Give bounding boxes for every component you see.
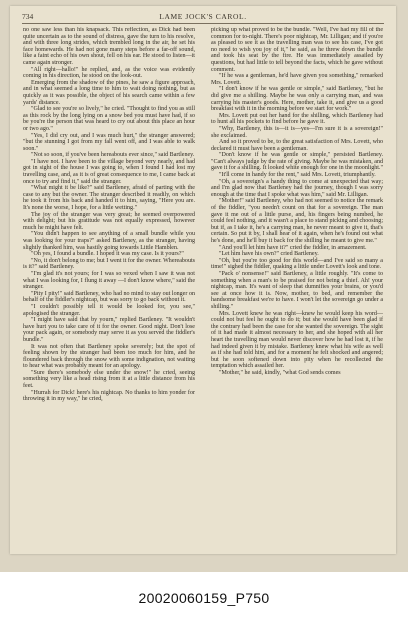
paragraph: "Pity I pity!" said Bartleney, who had no mind to stay out longer on behalf of the fiddler's nightcap, but was sorry to go back without it. — [23, 290, 195, 304]
page-number: 734 — [22, 12, 34, 21]
paragraph: It was not often that Bartleney spoke severely; but the spot of feeling shown by the stranger had been too much for him, and he floundered back through the snow with some indignation, not waiting to hear what was probably meant for an apology. — [23, 343, 195, 370]
header-rule — [22, 23, 384, 24]
paragraph: "I have not. I have been to the village beyond very nearly, and had got in sight of the house I was going to, when I found I had lost my travelling case, and, as it is of great consequence to me, I came back at once to try and find it," said the stranger. — [23, 158, 195, 185]
paragraph: "I might have said that by yourn," replied Bartleney. "It wouldn't have hurt you to take care of it for the owner. Good night. Don't lose your pack again, or somebody may serve it as you served the fiddler's bundle." — [23, 317, 195, 343]
paragraph: "What might it be like?" said Bartleney, afraid of parting with the case to any but the owner. The stranger described it readily, on which he took it from his back and handed it to him, saying, "Here you are. It's none the worse, I hope, for a little wetting." — [23, 185, 195, 212]
book-page — [10, 6, 396, 554]
paragraph: "And you'll let him have it?" cried the fiddler, in amazement. — [219, 244, 367, 251]
paragraph: "Mother!" said Bartleney, who had not seemed to notice the remark of the fiddler, "you needn't count on that for a sovereign. The man gave it me out of a little purse, and, his fingers being numbed, he could feel nothing, and it wasn't a place to stand picking and choosing; but if, as I take it, he's a carrying man, he never meant to give it, that's certain. So put it by, I shall hear of it again, when he's found out what he's done, and he'll buy it back for the shilling he meant to give me." — [211, 198, 383, 244]
paragraph: "I couldn't possibly tell it would be looked for, you see," apologised the stranger. — [23, 303, 195, 317]
paragraph: "Oh, but you're too good for this world—and I've said so many a time!" sighed the fiddler, quaking a little under Lovett's look and tone. — [211, 257, 383, 271]
paragraph: "Oh, a sovereign's a handy thing to come at unexpected that way; and I'm glad now that Bartleney had the journey, though I was sorry enough at the time that I spoke what was him," said Mr. Lilligan. — [211, 178, 383, 198]
paragraph: Emerging from the shadow of the pines, he saw a figure approach, and in what seemed a long time to him to wait doing nothing, but as quickly as it was possible, the object of his search came within a few yards' distance. — [23, 79, 195, 106]
paragraph: "Why, Bartleney, this is—it is—yes—I'm sure it is a sovereign!" she exclaimed. — [211, 125, 383, 139]
paragraph: "You didn't happen to see anything of a small bundle while you was looking for your traps?" asked Bartleney, as the stranger, having slightly thanked him, was hastily going towards Little Hamblen. — [23, 231, 195, 251]
paragraph: And so it proved to be, to the great satisfaction of Mrs. Lovett, who declared it must have been a gentleman. — [211, 139, 383, 152]
paragraph: "Let him have his own?" cried Bartleney. — [219, 251, 319, 258]
paragraph: The joy of the stranger was very great; he seemed overpowered with delight; but his gratitude was not equally expressed, however much he might have felt. — [23, 211, 195, 231]
paragraph: "If he was a gentleman, he'd have given you something," remarked Mrs. Lovett. — [211, 73, 383, 86]
paragraph: "Oh yes, I found a bundle. I hoped it was my case. Is it yours?" — [31, 251, 184, 258]
paragraph: "Yes, I did cry out, and I was much hurt," the stranger answered; "but the stunning I got from my fall went off, and I was able to walk soon." — [23, 132, 195, 152]
paragraph: "I'm glad it's not yours; for I was so vexed when I saw it was not what I was looking for, I flung it away —I don't know where," said the stranger. — [23, 270, 195, 291]
paragraph: "Don't know if he was gentle or simple," persisted Bartleney. "Can't always judge by the rate of giving. Maybe he was mistaken, and gave it for a shilling. It looked white enough for one in the moonlight." — [211, 152, 383, 172]
paragraph: "Mother," he said, kindly, "what God sends comes — [219, 369, 341, 376]
paragraph: no one saw less than his knapsack. This reflection, as Dick had been quite uncertain as to the sound of distress, gave the turn to his resolve, and with three long strides, which trembled long in the air, he set his face homewards. He had not gone many steps before a far-off sound, like a faint echo of his own shout, fell on his ear. He stood to listen—it came again stronger. — [23, 27, 195, 66]
paragraph: "No, it don't belong to me; but I went it for the owner. Whereabouts is it?" said Bartleney. — [23, 257, 195, 271]
paragraph: "I don't know if he was gentle or simple," said Bartleney, "but he did give me a shilling. Maybe he was only a carrying man, and was carrying his master's goods. Here, mother, take it, and give us a good breakfast with it in the morning before we start for work." — [211, 86, 383, 113]
paragraph: "Hurrah for Dick! here's his nightcap. No thanks to him yonder for throwing it in my way," he cried, — [23, 389, 195, 403]
image-caption: 20020060159_P750 — [138, 590, 270, 606]
paragraph: Mrs. Lovett put out her hand for the shilling, which Bartleney had to hunt all his pockets to find before he gave it. — [211, 112, 383, 126]
paragraph: "Pack o' nonsense!" said Bartleney, a little roughly. "It's come to something when a man's to be praised for not being a thief. Ah! your nightcap, man. It's want of sleep that dumnifies your brains, or you'd see at once how it is. Now, mother, to bed, and remember the handsome breakfast we're to have. I won't let the sovereign go under a shilling." — [211, 270, 383, 310]
paragraph: Mrs. Lovett knew he was right—knew he would keep his word—could not but feel he ought to do it; but she would have been glad if the contrary had been the case for she wanted the sovereign. The sight of it had made it almost necessary to her, and she hoped with all her heart the travelling man would never discover how he had lost it, if he had indeed given it by mistake. Bartleney knew what his wife as well as if she had told him, and for a moment he felt shocked and angered; but he soon softened down into pity when he recollected the temptation which assailed her. — [211, 310, 383, 370]
paragraph: "Glad to see you're so lively," he cried. "Thought to find you as still as this rock by the long lying on a snow bed you must have had, if so be you're the person that was heard to cry out about this place an hour or two ago." — [23, 106, 195, 132]
left-text-column — [23, 27, 195, 549]
paragraph: "All right—hallo!" he replied, and, as the voice was evidently coming in his direction, he stood on the look-out. — [23, 66, 195, 80]
paragraph: "Sure there's somebody else under the snow!" he cried, seeing something very like a head rising from it at a little distance from his feet. — [23, 369, 195, 390]
running-title: LAME JOCK'S CAROL. — [159, 12, 247, 21]
paragraph: "It'll come in handy for the rent," said Mrs. Lovett, triumphantly. — [219, 172, 376, 179]
right-text-column — [211, 27, 383, 549]
paragraph: "Not so soon, if you've been hereabouts ever since," said Bartleney. — [31, 152, 195, 159]
paragraph: picking up what proved to be the bundle. "Well, I've had my fill of the common for to-night. There's poor nightcap, Mr. Lilligan; and if you're as pleased to see it as the travelling man was to see his case, I've got no need to wish you joy of it," he said, as he threw down the bundle and took his seat by the fire. He was immediately assailed by questions, but had little to tell beyond the facts, which he gave without comment. — [211, 27, 383, 73]
